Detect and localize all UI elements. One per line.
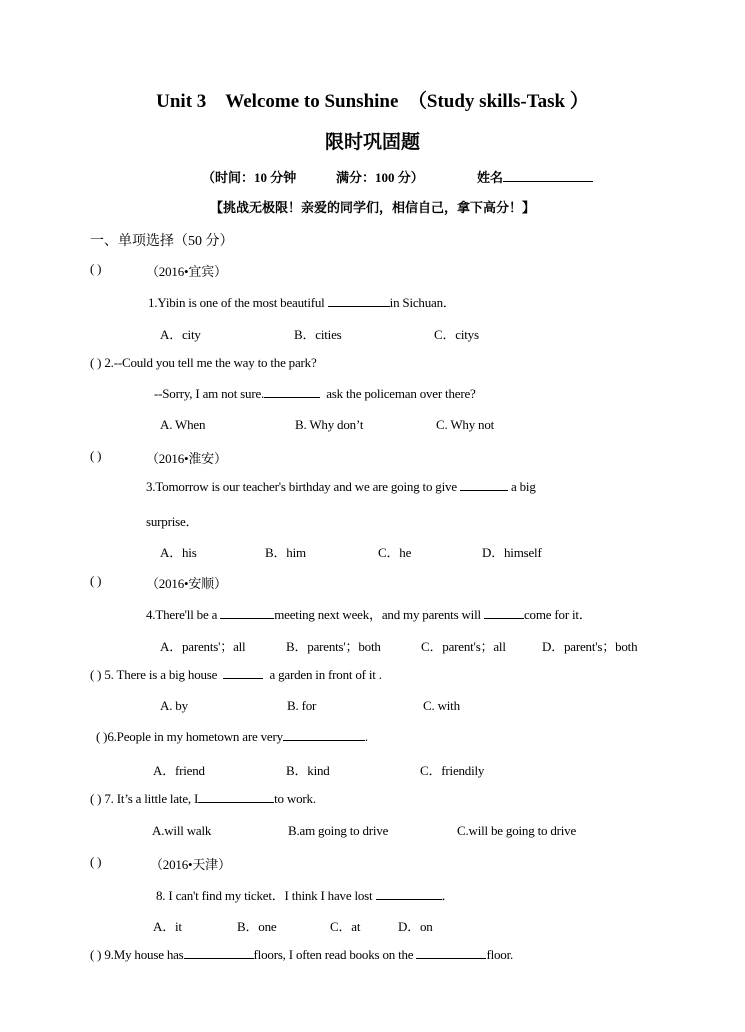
answer-paren: ( ) — [90, 573, 102, 588]
option: A．city — [160, 327, 201, 342]
answer-paren: ( ) — [90, 667, 102, 682]
question-stem: ( ) 5. There is a big house a garden in front of it . — [90, 667, 382, 682]
option: B．one — [237, 919, 277, 934]
option: A．parents'；all — [160, 639, 246, 654]
option: C．citys — [434, 327, 479, 342]
option: B.am going to drive — [288, 823, 389, 838]
option: B．cities — [294, 327, 342, 342]
option: C．at — [330, 919, 361, 934]
option: C. with — [423, 698, 460, 713]
page-subtitle: 限时巩固题 — [324, 131, 420, 153]
answer-paren: ( ) — [90, 261, 102, 276]
answer-paren: ( ) — [90, 355, 102, 370]
option: B．parents'；both — [286, 639, 381, 654]
question-stem: ( ) 7. It’s a little late, I to work. — [90, 791, 316, 806]
answer-blank — [198, 791, 274, 803]
option: A．friend — [153, 763, 205, 778]
score-info: 满分：100 分） — [336, 170, 424, 185]
question-stem: 8. I can't find my ticket．I think I have lost ． — [156, 888, 455, 903]
section-title: 一、单项选择（50 分） — [90, 234, 234, 249]
option: C．he — [378, 545, 412, 560]
option: A. When — [160, 417, 206, 432]
answer-blank — [264, 386, 320, 398]
option: D．on — [398, 919, 433, 934]
question-stem: 3.Tomorrow is our teacher's birthday and we are going to give a big — [146, 479, 536, 494]
option: C. Why not — [436, 417, 495, 432]
question-stem-cont: surprise． — [146, 514, 199, 529]
option: D．parent's；both — [542, 639, 638, 654]
question-stem: ( )6.People in my hometown are very . — [96, 729, 368, 744]
slogan: 【挑战无极限！亲爱的同学们，相信自己，拿下高分！】 — [209, 200, 535, 215]
answer-blank — [460, 479, 508, 491]
option: B. Why don’t — [295, 417, 364, 432]
option: D．himself — [482, 545, 542, 560]
name-label: 姓名 — [477, 170, 504, 185]
answer-blank — [376, 888, 442, 900]
name-field — [477, 167, 593, 186]
option: C．parent's；all — [421, 639, 506, 654]
answer-paren: ( ) — [96, 729, 108, 744]
option: A．his — [160, 545, 197, 560]
answer-paren: ( ) — [90, 854, 102, 869]
answer-blank — [484, 607, 524, 619]
answer-blank — [184, 947, 254, 959]
answer-blank — [283, 729, 365, 741]
option: A.will walk — [152, 823, 212, 838]
option: C．friendily — [420, 763, 485, 778]
question-stem: 4.There'll be a meeting next week，and my parents will come for it． — [146, 607, 592, 622]
question-reply: --Sorry, I am not sure. ask the policeman over there? — [154, 386, 476, 401]
answer-blank — [328, 295, 390, 307]
question-source: （2016•宜宾） — [146, 264, 227, 279]
answer-paren: ( ) — [90, 947, 102, 962]
name-blank — [503, 167, 593, 182]
question-stem: 1.Yibin is one of the most beautiful in Sichuan． — [148, 295, 456, 310]
page-title: Unit 3 Welcome to Sunshine （Study skills-Task ） — [156, 91, 589, 112]
question-stem: ( ) 2.--Could you tell me the way to the park? — [90, 355, 317, 370]
answer-blank — [416, 947, 486, 959]
question-stem: ( ) 9.My house has floors, I often read books on the floor. — [90, 947, 514, 962]
option: A. by — [160, 698, 188, 713]
answer-blank — [223, 667, 263, 679]
option: C.will be going to drive — [457, 823, 577, 838]
option: A．it — [153, 919, 182, 934]
question-source: （2016•天津） — [150, 857, 231, 872]
option: B．kind — [286, 763, 330, 778]
time-info: （时间：10 分钟 — [202, 170, 297, 185]
option: B．him — [265, 545, 306, 560]
answer-blank — [220, 607, 274, 619]
question-source: （2016•安顺） — [146, 576, 227, 591]
answer-paren: ( ) — [90, 448, 102, 463]
question-source: （2016•淮安） — [146, 451, 227, 466]
option: B. for — [287, 698, 317, 713]
answer-paren: ( ) — [90, 791, 102, 806]
